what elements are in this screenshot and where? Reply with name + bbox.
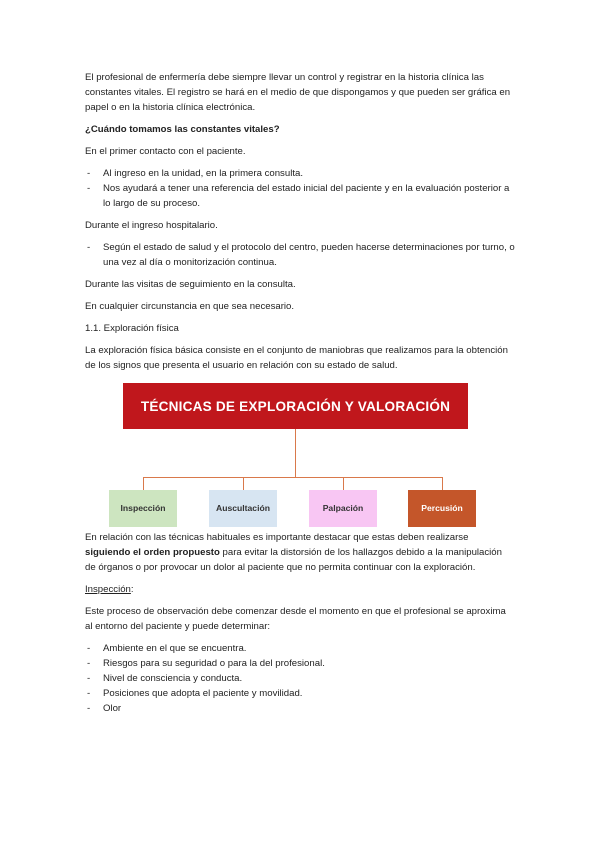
first-contact-list (85, 166, 515, 211)
list-item: - Nivel de consciencia y conducta. (85, 671, 515, 686)
diagram-title-box: TÉCNICAS DE EXPLORACIÓN Y VALORACIÓN (123, 383, 468, 429)
technique-inspection: Inspección (109, 490, 177, 527)
list-item: - Posiciones que adopta el paciente y movilidad. (85, 686, 515, 701)
technique-percussion: Percusión (408, 490, 476, 527)
technique-palpation: Palpación (309, 490, 377, 527)
follow-up-paragraph: Durante las visitas de seguimiento en la consulta. (85, 279, 296, 290)
document-page (85, 70, 515, 723)
inspection-colon: : (130, 584, 134, 595)
list-item: - Al ingreso en la unidad, en la primera consulta. (85, 166, 515, 181)
hospital-list (85, 240, 515, 270)
techniques-text-start: En relación con las técnicas habituales es importante destacar que estas deben realizarse (85, 532, 469, 543)
technique-auscultation: Auscultación (209, 490, 277, 527)
connector-drop (343, 477, 344, 490)
list-item: - Nos ayudará a tener una referencia del estado inicial del paciente y en la evaluación posterior a lo largo de su proceso. (85, 181, 515, 211)
list-item: - Riesgos para su seguridad o para la del profesional. (85, 656, 515, 671)
connector-drop (243, 477, 244, 490)
intro-paragraph: El profesional de enfermería debe siempre llevar un control y registrar en la historia clínica las constantes vitales. El registro se hará en el medio de que dispongamos y que pueden ser gráfica en papel o en la historia clínica electrónica. (85, 72, 511, 113)
list-item: - Olor (85, 701, 515, 716)
any-circumstance-paragraph: En cualquier circunstancia en que sea necesario. (85, 301, 295, 312)
list-item: - Ambiente en el que se encuentra. (85, 641, 515, 656)
techniques-paragraph (85, 530, 515, 575)
hospital-paragraph: Durante el ingreso hospitalario. (85, 220, 218, 231)
connector-drop (143, 477, 144, 490)
connector-drop (442, 477, 443, 490)
inspection-paragraph: Este proceso de observación debe comenzar desde el momento en que el profesional se aproxima al entorno del paciente y puede determinar: (85, 606, 506, 632)
list-item: - Según el estado de salud y el protocolo del centro, pueden hacerse determinaciones por turno, o una vez al día o monitorización continua. (85, 240, 515, 270)
connector-vertical (295, 429, 296, 477)
inspection-title: Inspección (85, 584, 131, 595)
question-heading: ¿Cuándo tomamos las constantes vitales? (85, 124, 280, 135)
techniques-diagram (85, 380, 515, 520)
inspection-heading (85, 582, 515, 597)
section-heading: 1.1. Exploración física (85, 323, 179, 334)
techniques-emphasis: siguiendo el orden propuesto (85, 547, 220, 558)
connector-horizontal (143, 477, 443, 478)
inspection-list (85, 641, 515, 716)
techniques-text-end: para evitar la distorsión de los hallazgos debido a la manipulación de órganos o por provocar un dolor al paciente que no permita continuar con la exploración. (85, 547, 502, 573)
exploration-paragraph: La exploración física básica consiste en el conjunto de maniobras que realizamos para la obtención de los signos que presenta el usuario en relación con su estado de salud. (85, 345, 508, 371)
first-contact-paragraph: En el primer contacto con el paciente. (85, 146, 246, 157)
